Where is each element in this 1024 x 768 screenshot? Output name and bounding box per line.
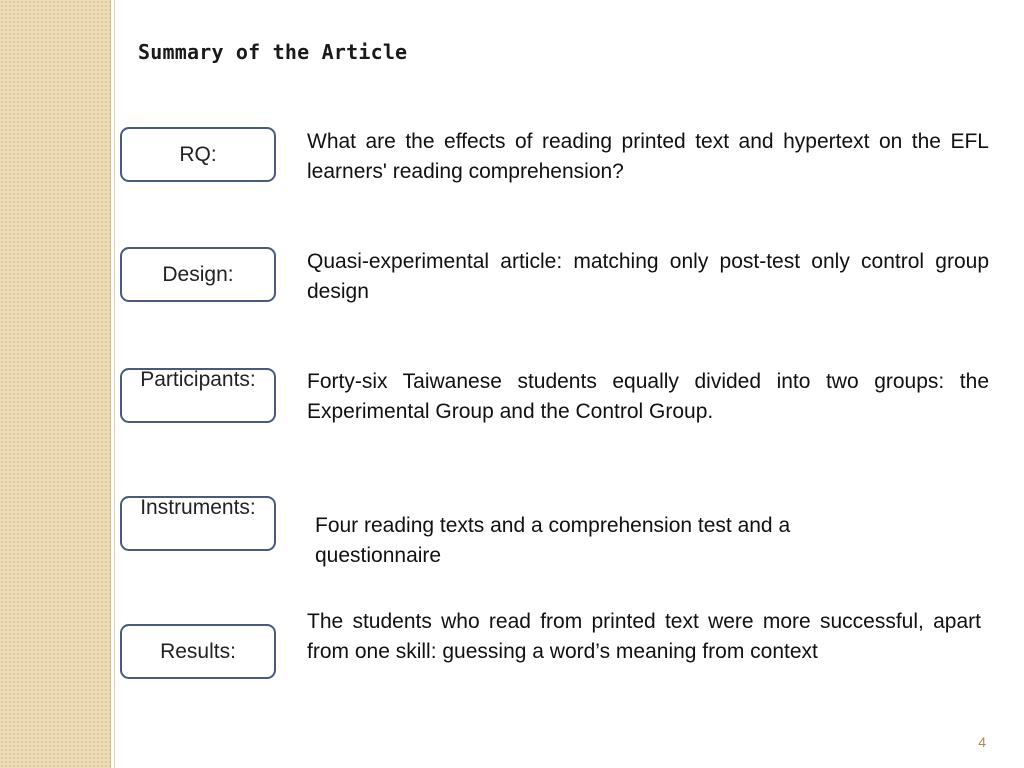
results-label: Results: <box>160 640 236 663</box>
slide-title: Summary of the Article <box>138 40 408 64</box>
rq-label: RQ: <box>179 143 217 166</box>
participants-label: Participants: <box>140 368 256 391</box>
design-text: Quasi-experimental article: matching only post-test only control group design <box>307 250 989 303</box>
design-label-box <box>120 247 276 302</box>
rq-text: What are the effects of reading printed text and hypertext on the EFL learners' reading comprehension? <box>307 130 989 183</box>
results-text: The students who read from printed text were more successful, apart from one skill: guessing a word’s meaning from context <box>307 610 981 663</box>
band-divider-line <box>110 0 111 768</box>
instruments-text: Four reading texts and a comprehension test and a questionnaire <box>315 514 791 567</box>
decorative-side-band <box>0 0 110 768</box>
page-number: 4 <box>978 734 986 750</box>
instruments-label-box <box>120 496 276 551</box>
participants-label-box <box>120 368 276 423</box>
results-label-box <box>120 624 276 679</box>
rq-label-box <box>120 127 276 182</box>
instruments-label: Instruments: <box>140 496 256 519</box>
participants-text: Forty-six Taiwanese students equally divided into two groups: the Experimental Group and the Control Group. <box>307 370 989 423</box>
band-divider-line <box>114 0 115 768</box>
design-label: Design: <box>162 263 234 286</box>
